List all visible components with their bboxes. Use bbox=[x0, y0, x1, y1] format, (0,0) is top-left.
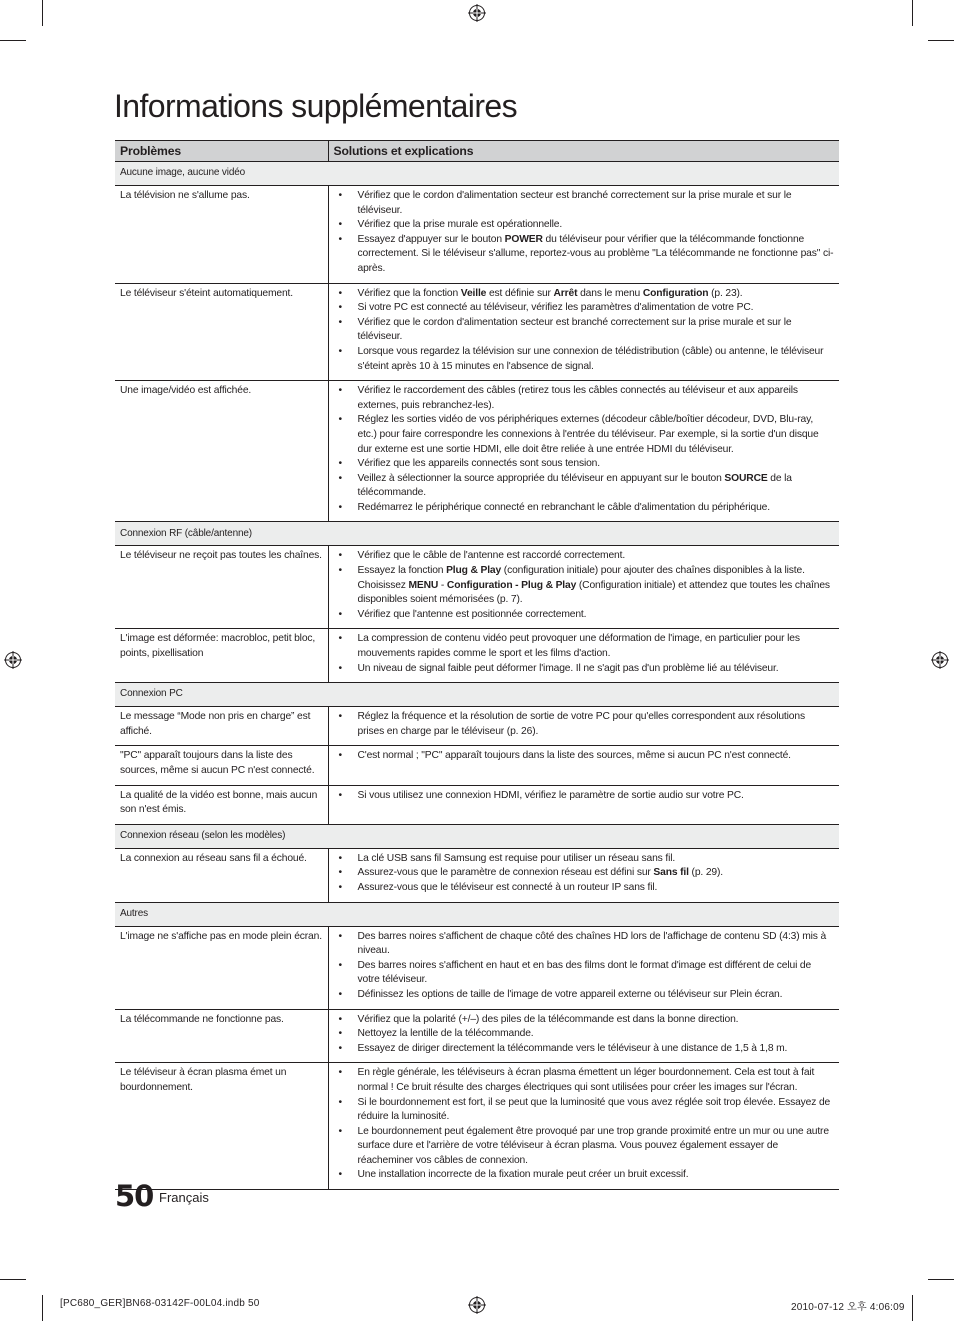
list-item bbox=[337, 1013, 835, 1028]
list-item bbox=[337, 316, 835, 345]
problem-cell: "PC" apparaît toujours dans la liste des sources, même si aucun PC n'est connecté. bbox=[115, 746, 328, 785]
solution-text: Vérifiez que l'antenne est positionnée correctement. bbox=[357, 608, 587, 620]
solution-text: Le bourdonnement peut également être provoqué par une trop grande proximité entre un mur ou une autre surface dure et l'arrière de votre téléviseur à écran plasma. Vous pouvez également essayer de réacheminer vos câbles de connexion. bbox=[357, 1125, 829, 1166]
solution-list bbox=[337, 189, 835, 277]
menu-term: Configuration - Plug & Play bbox=[446, 579, 577, 591]
solution-text: Vérifiez que le câble de l'antenne est raccordé correctement. bbox=[357, 550, 626, 562]
problem-cell: Le téléviseur à écran plasma émet un bourdonnement. bbox=[115, 1063, 328, 1190]
table-row bbox=[115, 746, 839, 785]
registration-mark-icon bbox=[468, 4, 486, 22]
page-number: 50 bbox=[115, 1179, 154, 1213]
table-row bbox=[115, 848, 839, 902]
menu-term: Plug & Play bbox=[446, 565, 502, 577]
solution-text: Vérifiez que le cordon d'alimentation secteur est branché correctement sur la prise murale et sur le téléviseur. bbox=[357, 316, 792, 343]
list-item bbox=[337, 710, 835, 739]
solution-text: Vérifiez le raccordement des câbles (retirez tous les câbles connectés au téléviseur et aux appareils externes, puis rebranchez-les). bbox=[357, 385, 798, 411]
solution-text: Vérifiez que la polarité (+/–) des piles de la télécommande est dans la bonne direction. bbox=[357, 1013, 739, 1025]
solution-list bbox=[337, 930, 835, 1003]
list-item bbox=[337, 501, 835, 516]
header-solutions: Solutions et explications bbox=[328, 141, 839, 162]
solution-text: Assurez-vous que le paramètre de connexion réseau est défini sur bbox=[357, 867, 654, 879]
solution-cell bbox=[328, 746, 839, 785]
solution-text: Réglez la fréquence et la résolution de sortie de votre PC pour qu'elles correspondent aux résolutions prises en charge par le téléviseur (p. 26). bbox=[357, 711, 805, 737]
solution-text: Nettoyez la lentille de la télécommande. bbox=[357, 1028, 534, 1040]
solution-cell bbox=[328, 926, 839, 1009]
solution-text: En règle générale, les téléviseurs à écran plasma émettent un léger bourdonnement. Cela est tout à fait normal ! Ce bruit résulte des charges électriques qui sont utilisées pour créer les images sur l'écran. bbox=[357, 1067, 815, 1093]
solution-text: (p. 23). bbox=[708, 287, 743, 299]
solution-list bbox=[337, 384, 835, 515]
table-row bbox=[115, 926, 839, 1009]
solution-text: La clé USB sans fil Samsung est requise pour utiliser un réseau sans fil. bbox=[357, 852, 676, 864]
table-row bbox=[115, 707, 839, 746]
solution-text: Lorsque vous regardez la télévision sur une connexion de télédistribution (câble) ou antenne, le téléviseur s'éteint après 10 à 15 minutes en l'absence de signal. bbox=[357, 345, 824, 372]
table-row bbox=[115, 629, 839, 683]
crop-mark bbox=[912, 1295, 913, 1321]
section-label: Connexion réseau (selon les modèles) bbox=[115, 824, 839, 848]
menu-term: Configuration bbox=[642, 287, 709, 299]
solution-text: Définissez les options de taille de l'image de votre appareil externe ou téléviseur sur Plein écran. bbox=[357, 988, 783, 1000]
list-item bbox=[337, 632, 835, 661]
solution-cell bbox=[328, 1009, 839, 1063]
registration-mark-icon bbox=[468, 1296, 486, 1314]
list-item bbox=[337, 1042, 835, 1057]
solution-cell bbox=[328, 707, 839, 746]
solution-list bbox=[337, 549, 835, 622]
print-slug-date: 2010-07-12 오후 4:06:09 bbox=[791, 1302, 905, 1313]
solution-text: du téléviseur pour vérifier que la télécommande fonctionne correctement. Si le téléviseur s'allume, reportez-vous au problème "La télécommande ne fonctionne pas" ci-après. bbox=[357, 233, 834, 274]
solution-cell bbox=[328, 381, 839, 522]
table-row bbox=[115, 1009, 839, 1063]
section-label: Aucune image, aucune vidéo bbox=[115, 162, 839, 186]
crop-mark bbox=[42, 1295, 43, 1321]
troubleshooting-table bbox=[115, 140, 839, 1190]
list-item bbox=[337, 1027, 835, 1042]
problem-cell: Le téléviseur ne reçoit pas toutes les chaînes. bbox=[115, 546, 328, 629]
menu-term: Veille bbox=[460, 287, 487, 299]
solution-cell bbox=[328, 546, 839, 629]
problem-cell: La télécommande ne fonctionne pas. bbox=[115, 1009, 328, 1063]
table-row bbox=[115, 546, 839, 629]
solution-text: Si votre PC est connecté au téléviseur, vérifiez les paramètres d'alimentation de votre PC. bbox=[357, 302, 754, 314]
list-item bbox=[337, 233, 835, 277]
solution-text: Réglez les sorties vidéo de vos périphériques externes (décodeur câble/boîtier décodeur, DVD, Blu-ray, etc.) pour faire correspondre les connexions à l'entrée du téléviseur. Par exemple, si la sortie d'un disque dur externe est une sortie HDMI, elle doit être reliée à une entrée HDMI du téléviseur. bbox=[357, 414, 819, 455]
list-item bbox=[337, 384, 835, 413]
solution-text: Vérifiez que le cordon d'alimentation secteur est branché correctement sur la prise murale et sur le téléviseur. bbox=[357, 190, 792, 216]
menu-term: Sans fil bbox=[653, 867, 689, 879]
solution-text: Si le bourdonnement est fort, il se peut que la luminosité que vous avez réglée soit trop élevée. Essayez de réduire la luminosité. bbox=[357, 1096, 831, 1123]
solution-cell bbox=[328, 283, 839, 381]
table-row bbox=[115, 785, 839, 824]
registration-mark-icon bbox=[4, 651, 22, 669]
section-label: Connexion PC bbox=[115, 683, 839, 707]
solution-list bbox=[337, 1066, 835, 1183]
list-item bbox=[337, 662, 835, 677]
page-language: Français bbox=[159, 1190, 209, 1205]
solution-text: Des barres noires s'affichent de chaque côté des chaînes HD lors de l'affichage de contenu SD (4:3) mis à niveau. bbox=[357, 930, 827, 957]
button-name: POWER bbox=[504, 233, 543, 245]
solution-text: de la télécommande. bbox=[357, 472, 792, 499]
crop-mark bbox=[912, 0, 913, 26]
list-item bbox=[337, 852, 835, 867]
crop-mark bbox=[0, 40, 26, 41]
solution-cell bbox=[328, 1063, 839, 1190]
problem-cell: La connexion au réseau sans fil a échoué. bbox=[115, 848, 328, 902]
solution-text: Essayez la fonction bbox=[357, 565, 447, 577]
list-item bbox=[337, 1125, 835, 1169]
section-row bbox=[115, 162, 839, 186]
list-item bbox=[337, 287, 835, 302]
problem-cell: La télévision ne s'allume pas. bbox=[115, 186, 328, 284]
list-item bbox=[337, 749, 835, 764]
solution-text: dans le menu bbox=[577, 287, 643, 299]
section-row bbox=[115, 522, 839, 546]
solution-cell bbox=[328, 848, 839, 902]
list-item bbox=[337, 789, 835, 804]
table-row bbox=[115, 381, 839, 522]
solution-text: Assurez-vous que le téléviseur est connecté à un routeur IP sans fil. bbox=[357, 881, 658, 893]
crop-mark bbox=[0, 1279, 26, 1280]
list-item bbox=[337, 345, 835, 374]
menu-term: Arrêt bbox=[553, 287, 578, 299]
list-item bbox=[337, 1066, 835, 1095]
problem-cell: Une image/vidéo est affichée. bbox=[115, 381, 328, 522]
list-item bbox=[337, 301, 835, 316]
solution-list bbox=[337, 710, 835, 739]
list-item bbox=[337, 549, 835, 564]
button-name: SOURCE bbox=[724, 472, 768, 484]
table-header-row bbox=[115, 141, 839, 162]
solution-text: Des barres noires s'affichent en haut et en bas des films dont le format d'image est différent de celui de votre téléviseur. bbox=[357, 959, 812, 986]
solution-text: Un niveau de signal faible peut déformer l'image. Il ne s'agit pas d'un problème lié au téléviseur. bbox=[357, 662, 779, 674]
problem-cell: L'image ne s'affiche pas en mode plein écran. bbox=[115, 926, 328, 1009]
solution-text: (Configuration initiale) et attendez que toutes les chaînes disponibles soient mémorisées (p. 7). bbox=[357, 579, 830, 606]
section-label: Autres bbox=[115, 902, 839, 926]
solution-text: (p. 29). bbox=[688, 867, 723, 879]
list-item bbox=[337, 1168, 835, 1183]
registration-mark-icon bbox=[931, 651, 949, 669]
solution-text: Essayez d'appuyer sur le bouton bbox=[357, 233, 505, 245]
solution-text: Une installation incorrecte de la fixation murale peut créer un bruit excessif. bbox=[357, 1169, 689, 1181]
list-item bbox=[337, 457, 835, 472]
list-item bbox=[337, 189, 835, 218]
list-item bbox=[337, 1096, 835, 1125]
list-item bbox=[337, 218, 835, 233]
table-row bbox=[115, 1063, 839, 1190]
solution-text: C'est normal ; "PC" apparaît toujours dans la liste des sources, même si aucun PC n'est connecté. bbox=[357, 750, 791, 762]
solution-cell bbox=[328, 629, 839, 683]
solution-text: Vérifiez que les appareils connectés sont sous tension. bbox=[357, 458, 600, 470]
section-row bbox=[115, 683, 839, 707]
solution-text: La compression de contenu vidéo peut provoquer une déformation de l'image, en particulier pour les mouvements rapides comme le sport et les films d'action. bbox=[357, 633, 800, 660]
solution-text: Redémarrez le périphérique connecté en rebranchant le câble d'alimentation du périphérique. bbox=[357, 501, 770, 513]
solution-list bbox=[337, 1013, 835, 1057]
list-item bbox=[337, 413, 835, 457]
list-item bbox=[337, 564, 835, 608]
problem-cell: La qualité de la vidéo est bonne, mais aucun son n'est émis. bbox=[115, 785, 328, 824]
header-problems: Problèmes bbox=[115, 141, 328, 162]
solution-text: Si vous utilisez une connexion HDMI, vérifiez le paramètre de sortie audio sur votre PC. bbox=[357, 789, 744, 801]
solution-text: Vérifiez que la fonction bbox=[357, 287, 461, 299]
table-row bbox=[115, 186, 839, 284]
section-label: Connexion RF (câble/antenne) bbox=[115, 522, 839, 546]
solution-list bbox=[337, 749, 835, 764]
solution-list bbox=[337, 632, 835, 676]
list-item bbox=[337, 881, 835, 896]
list-item bbox=[337, 472, 835, 501]
solution-list bbox=[337, 789, 835, 804]
table-row bbox=[115, 283, 839, 381]
problem-cell: Le téléviseur s'éteint automatiquement. bbox=[115, 283, 328, 381]
page-title: Informations supplémentaires bbox=[114, 88, 517, 124]
section-row bbox=[115, 902, 839, 926]
list-item bbox=[337, 959, 835, 988]
menu-term: MENU bbox=[408, 579, 439, 591]
print-slug-file: [PC680_GER]BN68-03142F-00L04.indb 50 bbox=[60, 1298, 260, 1309]
list-item bbox=[337, 988, 835, 1003]
list-item bbox=[337, 930, 835, 959]
solution-cell bbox=[328, 785, 839, 824]
solution-text: est définie sur bbox=[486, 287, 554, 299]
solution-text: Essayez de diriger directement la télécommande vers le téléviseur à une distance de 1,5 à 1,8 m. bbox=[357, 1042, 788, 1054]
list-item bbox=[337, 866, 835, 881]
problem-cell: L'image est déformée: macrobloc, petit bloc, points, pixellisation bbox=[115, 629, 328, 683]
list-item bbox=[337, 608, 835, 623]
problem-cell: Le message “Mode non pris en charge” est affiché. bbox=[115, 707, 328, 746]
crop-mark bbox=[42, 0, 43, 26]
crop-mark bbox=[928, 1279, 954, 1280]
solution-text: Vérifiez que la prise murale est opérationnelle. bbox=[357, 219, 563, 231]
solution-list bbox=[337, 287, 835, 375]
solution-cell bbox=[328, 186, 839, 284]
solution-text: Veillez à sélectionner la source appropriée du téléviseur en appuyant sur le bouton bbox=[357, 472, 725, 484]
solution-text: (configuration initiale) pour ajouter des chaînes disponibles à la liste. Choisissez bbox=[357, 565, 805, 591]
section-row bbox=[115, 824, 839, 848]
crop-mark bbox=[928, 40, 954, 41]
solution-text: - bbox=[438, 579, 447, 591]
solution-list bbox=[337, 852, 835, 896]
